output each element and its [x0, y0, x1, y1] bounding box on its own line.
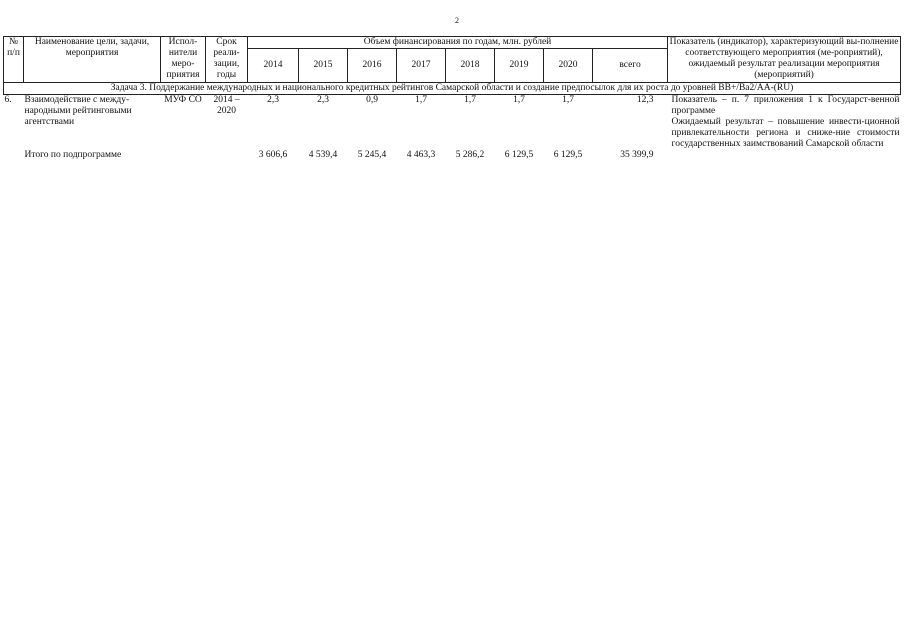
- header-name: Наименование цели, задачи, мероприятия: [24, 37, 161, 83]
- row-value-2018: 1,7: [464, 95, 476, 105]
- header-year-2020: 2020: [544, 49, 593, 83]
- header-term: Срок реали-зации, годы: [206, 37, 248, 83]
- row-value-2016: 0,9: [366, 95, 378, 105]
- summary-total: 35 399,9: [620, 150, 654, 160]
- row-value-2015: 2,3: [317, 95, 329, 105]
- table-row-total: [4, 150, 901, 161]
- header-num: № п/п: [4, 37, 24, 83]
- header-year-2019: 2019: [495, 49, 544, 83]
- summary-value-2019: 6 129,5: [504, 150, 534, 160]
- table-row: [4, 95, 901, 151]
- row-value-2019: 1,7: [513, 95, 525, 105]
- header-year-2018: 2018: [446, 49, 495, 83]
- header-year-2016: 2016: [348, 49, 397, 83]
- header-total: всего: [593, 49, 668, 83]
- row-total: 12,3: [636, 95, 654, 105]
- row-indicator: [668, 95, 901, 151]
- summary-value-2020: 6 129,5: [553, 150, 583, 160]
- summary-value-2018: 5 286,2: [455, 150, 485, 160]
- row-num: 6.: [4, 95, 12, 105]
- row-executor: МУФ СО: [164, 95, 202, 105]
- program-table: [3, 36, 901, 161]
- header-year-2014: 2014: [248, 49, 299, 83]
- summary-value-2017: 4 463,3: [406, 150, 436, 160]
- summary-label: Итого по подпрограмме: [24, 150, 122, 160]
- row-name: Взаимодействие с между-народными рейтинговыми агентствами: [24, 95, 132, 127]
- row-indicator-line2: Ожидаемый результат – повышение инвести-ционной привлекательности региона и сниже-ние стоимости государственных заимствований Самарской области: [671, 117, 900, 149]
- header-year-2015: 2015: [299, 49, 348, 83]
- summary-value-2015: 4 539,4: [308, 150, 338, 160]
- page-number: 2: [455, 16, 459, 25]
- row-term: 2014 – 2020: [213, 95, 240, 116]
- row-value-2014: 2,3: [267, 95, 279, 105]
- header-year-2017: 2017: [397, 49, 446, 83]
- header-executors: Испол-нители меро-приятия: [161, 37, 206, 83]
- summary-value-2016: 5 245,4: [357, 150, 387, 160]
- row-value-2020: 1,7: [562, 95, 574, 105]
- row-value-2017: 1,7: [415, 95, 427, 105]
- task-heading: Задача 3. Поддержание международных и национального кредитных рейтингов Самарской области и создание предпосылок для их роста до уровней BB+/Ba2/AA-(RU): [4, 83, 901, 95]
- header-funding-title: Объем финансирования по годам, млн. рублей: [248, 37, 668, 49]
- summary-value-2014: 3 606,6: [258, 150, 288, 160]
- row-indicator-line1: Показатель – п. 7 приложения 1 к Государст-венной программе: [671, 95, 900, 116]
- header-indicator: Показатель (индикатор), характеризующий вы-полнение соответствующего мероприятия (ме-роприятий), ожидаемый результат реализации мероприятия (мероприятий): [668, 37, 901, 83]
